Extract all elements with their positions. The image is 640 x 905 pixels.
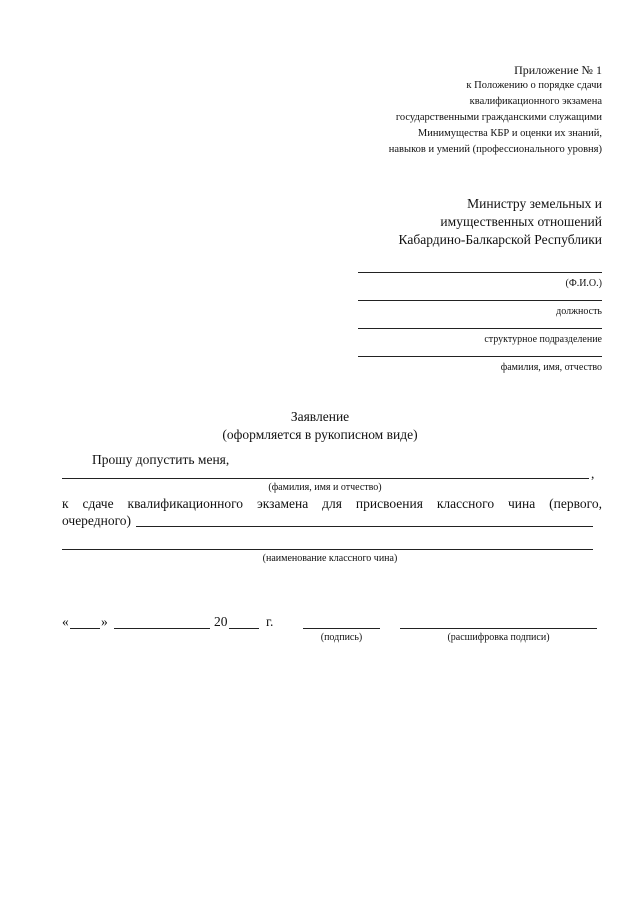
date-open-quote: « [62,614,69,629]
department-field-line[interactable] [358,328,602,329]
day-field-line[interactable] [70,628,100,629]
position-field-caption: должность [556,306,602,317]
next-label: очередного) [62,513,132,528]
addressee-line: имущественных отношений [440,214,602,229]
signature-caption: (подпись) [320,632,363,643]
exam-text: к сдаче квалификационного экзамена для присвоения классного чина (первого, [62,496,602,511]
document-title [0,408,640,444]
department-field-caption: структурное подразделение [484,334,602,345]
signature-decoding-line[interactable] [400,628,597,629]
name-line-comma: , [591,466,595,481]
signature-line[interactable] [303,628,380,629]
annex-line: навыков и умений (профессионального уровня) [388,144,602,155]
addressee-line: Министру земельных и [467,196,602,211]
applicant-name-line[interactable] [62,478,589,479]
decoding-caption: (расшифровка подписи) [447,632,550,643]
rank-caption: (наименование классного чина) [262,553,398,564]
name-caption: (фамилия, имя и отчество) [268,482,382,493]
full-name-field-line[interactable] [358,356,602,357]
fio-field-line[interactable] [358,272,602,273]
year-suffix: г. [266,614,274,629]
title-heading: Заявление [290,409,350,424]
addressee-line: Кабардино-Балкарской Республики [398,232,602,247]
month-field-line[interactable] [114,628,210,629]
title-subheading: (оформляется в рукописном виде) [222,427,418,442]
annex-line: Минимущества КБР и оценки их знаний, [417,128,602,139]
request-text: Прошу допустить меня, [92,452,230,467]
annex-block [389,62,602,158]
annex-title: Приложение № 1 [514,63,602,77]
full-name-field-caption: фамилия, имя, отчество [500,362,602,373]
rank-line-1[interactable] [136,526,593,527]
fio-field-caption: (Ф.И.О.) [565,278,602,289]
annex-line: государственными гражданскими служащими [395,112,602,123]
date-close-quote: » [101,614,108,629]
annex-line: к Положению о порядке сдачи [466,80,602,91]
year-field-line[interactable] [229,628,259,629]
addressee-block [399,195,602,249]
annex-line: квалификационного экзамена [469,96,602,107]
rank-line-2[interactable] [62,549,593,550]
year-prefix: 20 [214,614,228,629]
position-field-line[interactable] [358,300,602,301]
